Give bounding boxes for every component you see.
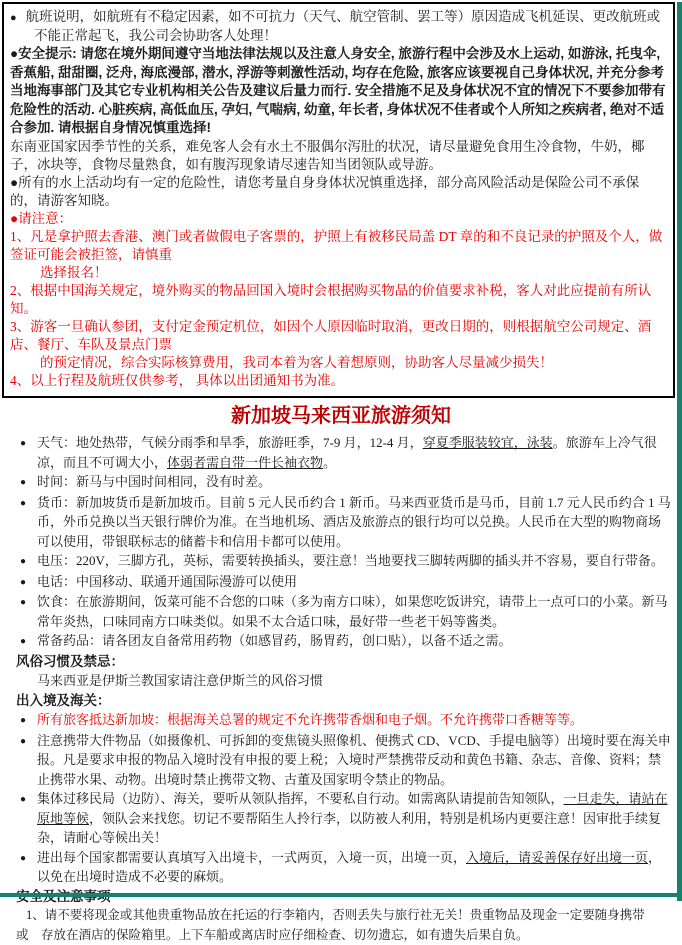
- customs-habits-heading: 风俗习惯及禁忌：: [16, 652, 682, 672]
- info-item-voltage: [20, 551, 672, 572]
- bullet-icon: ●: [20, 572, 37, 593]
- bullet-icon: ●: [20, 433, 37, 472]
- info-item-time: [20, 472, 672, 493]
- immigration-heading: 出入境及海关：: [16, 691, 682, 711]
- info-item-medicine: [20, 631, 672, 652]
- bullet-icon: ●: [20, 631, 37, 652]
- bullet-icon: ●: [20, 789, 37, 848]
- pre-departure-notice-box: [2, 2, 675, 398]
- water-activity-note: ●所有的水上活动均有一定的危险性，请您考量自身身体状况慎重选择，部分高风险活动是保险公司不承保的，请游客知晓。: [10, 174, 666, 210]
- flight-note-text: 航班说明，如航班有不稳定因素，如不可抗力（天气、航空管制、罢工等）原因造成飞机延误、更改航班或不能正常起飞，我公司会协助客人处理！: [26, 9, 661, 43]
- no-tobacco-text: 所有旅客抵达新加坡：根据海关总署的规定不允许携带香烟和电子烟。不允许携带口香糖等等。: [37, 710, 672, 731]
- flight-note: [10, 8, 666, 45]
- travel-notice-document: [0, 2, 682, 901]
- weather-underline-2: 体弱者需自带一件长袖衣物: [167, 455, 323, 470]
- immigration-item-group-move: [20, 789, 672, 848]
- currency-text: 新加坡货币是新加坡币。目前 5 元人民币约合 1 新币。马来西亚货币是马币，目前 1.7 元人民币约合 1 马币，外币兑换以当天银行牌价为准。在当地机场、酒店及旅游点的银行均可以兑换。人民币在大型的购物商场可以使用，带银联标志的储蓄卡和信用卡都可以使用。: [37, 495, 671, 549]
- attention-item-4: 4、以上行程及航班仅供参考， 具体以出团通知书为准。: [10, 372, 666, 390]
- general-info-list: [0, 433, 682, 652]
- safety-line-1: 1、请不要将现金或其他贵重物品放在托运的行李箱内，否则丢失与旅行社无关！贵重物品及现金一定要随身携带: [26, 906, 682, 926]
- info-item-weather-text: [37, 433, 672, 472]
- travel-notes-body: [0, 407, 682, 945]
- info-label-currency: 货币：: [37, 495, 76, 510]
- customs-habits-text: 马来西亚是伊斯兰教国家请注意伊斯兰的风俗习惯: [37, 671, 682, 691]
- bullet-icon: ●: [20, 710, 37, 731]
- attention-item-1-continued: 选择报名！: [10, 264, 666, 282]
- seasonal-note: 东南亚国家因季节性的关系，难免客人会有水土不服偶尔泻肚的状况，请尽量避免食用生冷食物，牛奶，椰子，冰块等，食物尽量熟食，如有腹泻现象请尽速告知当团领队或导游。: [10, 138, 666, 174]
- immigration-list: [0, 710, 682, 887]
- weather-text-3: 。: [323, 455, 336, 470]
- info-item-medicine-text: [37, 631, 672, 652]
- bullet-icon: ●: [20, 472, 37, 493]
- group-move-text-2: ，领队会来找您。切记不要帮陌生人拎行李，以防被人利用，特别是机场内更要注意！因审批手续复杂，请耐心等候出关！: [37, 811, 661, 846]
- page-title: 新加坡马来西亚旅游须知: [0, 407, 682, 427]
- bullet-icon: ●: [10, 12, 17, 24]
- phone-text: 中国移动、联通开通国际漫游可以使用: [76, 574, 297, 589]
- info-label-weather: 天气：: [37, 435, 76, 450]
- info-item-time-text: [37, 472, 672, 493]
- immigration-item-declare: [20, 731, 672, 790]
- group-move-underline: 一旦走失，请站在原地等候: [37, 791, 668, 826]
- voltage-text: 220V，三脚方孔，英标，需要转换插头，要注意！当地要找三脚转两脚的插头并不容易，要自行带备。: [76, 553, 664, 568]
- entry-card-text: [37, 848, 672, 887]
- bullet-icon: ●: [20, 493, 37, 552]
- info-item-currency: [20, 493, 672, 552]
- bullet-icon: ●: [20, 592, 37, 631]
- weather-underline-1: 穿夏季服装较宜，泳装: [423, 435, 553, 450]
- entry-card-underline: 入境后，请妥善保存好出境一页: [466, 850, 648, 865]
- info-item-phone-text: [37, 572, 672, 593]
- weather-text-2: 。旅游车上冷气很凉，而且不可调大小，: [37, 435, 657, 470]
- attention-item-2: 2、根据中国海关规定，境外购买的物品回国入境时会根据购买物品的价值要求补税，客人对此应提前有所认知。: [10, 282, 666, 318]
- attention-heading: ●请注意：: [10, 210, 666, 228]
- info-item-currency-text: [37, 493, 672, 552]
- group-move-text: [37, 789, 672, 848]
- info-item-weather: [20, 433, 672, 472]
- info-item-diet-text: [37, 592, 672, 631]
- info-label-medicine: 常备药品：: [37, 633, 102, 648]
- safety-line-2: 或 存放在酒店的保险箱里。上下车船或离店时应仔细检查、切勿遗忘，如有遗失后果自负。: [16, 926, 682, 945]
- info-item-voltage-text: [37, 551, 672, 572]
- bullet-icon: ●: [20, 731, 37, 790]
- table-border-right: [677, 2, 682, 901]
- immigration-item-entry-card: [20, 848, 672, 887]
- info-label-time: 时间：: [37, 474, 76, 489]
- info-label-phone: 电话：: [37, 574, 76, 589]
- attention-item-3: 3、游客一旦确认参团，支付定金预定机位，如因个人原因临时取消，更改日期的，则根据航空公司规定、酒店、餐厅、车队及景点门票: [10, 318, 666, 354]
- immigration-item-no-tobacco: [20, 710, 672, 731]
- info-label-voltage: 电压：: [37, 553, 76, 568]
- weather-text-1: 地处热带，气候分雨季和旱季，旅游旺季，7-9 月，12-4 月，: [76, 435, 423, 450]
- group-move-text-1: 集体过移民局（边防）、海关，要听从领队指挥，不要私自行动。如需离队请提前告知领队，: [37, 791, 564, 806]
- medicine-text: 请各团友自备常用药物（如感冒药，肠胃药，创口贴），以备不适之需。: [102, 633, 512, 648]
- diet-text: 在旅游期间，饭菜可能不合您的口味（多为南方口味），如果您吃饭讲究，请带上一点可口的小菜。新马常年炎热，口味同南方口味类似。如果不太合适口味，最好带一些老干妈等酱类。: [37, 594, 668, 629]
- attention-item-1: 1、凡是拿护照去香港、澳门或者做假电子客票的，护照上有被移民局盖 DT 章的和不良记录的护照及个人，做签证可能会被拒签，请慎重: [10, 228, 666, 264]
- info-item-diet: [20, 592, 672, 631]
- bullet-icon: ●: [20, 848, 37, 887]
- info-item-phone: [20, 572, 672, 593]
- bullet-icon: ●: [20, 551, 37, 572]
- time-text: 新马与中国时间相同，没有时差。: [76, 474, 271, 489]
- info-label-diet: 饮食：: [37, 594, 76, 609]
- declare-text: 注意携带大件物品（如摄像机、可拆卸的变焦镜头照像机、便携式 CD、VCD、手提电脑等）出境时要在海关申报。凡是要求申报的物品入境时没有申报的要上税；入境时严禁携带反动和黄色书籍、杂志、音像、资料；禁止携带水果、动物。出境时禁止携带文物、古董及国家明令禁止的物品。: [37, 731, 672, 790]
- attention-item-3-continued: 的预定情况，综合实际核算费用，我司本着为客人着想原则，协助客人尽量减少损失！: [10, 354, 666, 372]
- safety-tip: ●安全提示: 请您在境外期间遵守当地法律法规以及注意人身安全, 旅游行程中会涉及水上运动, 如游泳, 托曳伞, 香蕉船, 甜甜圈, 泛舟, 海底漫部, 潜水, 浮游等刺激性活动, 均存在危险, 旅客应该要视自己身体状况, 并充分参考当地海事部门及其它专业机构相关公告及建议后量力而行. 安全措施不足及身体状况不宜的情况下不要参加带有危险性的活动. 心脏疾病, 高低血压, 孕妇, 气喘病, 幼童, 年长者, 身体状况不佳者或个人所知之疾病者, 绝对不适合参加. 请根据自身情况慎重选择!: [10, 45, 666, 138]
- entry-card-text-2: ，以免在出境时造成不必要的麻烦。: [37, 850, 661, 885]
- table-border-bottom: [0, 893, 682, 897]
- entry-card-text-1: 进出每个国家都需要认真填写入出境卡，一式两页，入境一页，出境一页，: [37, 850, 466, 865]
